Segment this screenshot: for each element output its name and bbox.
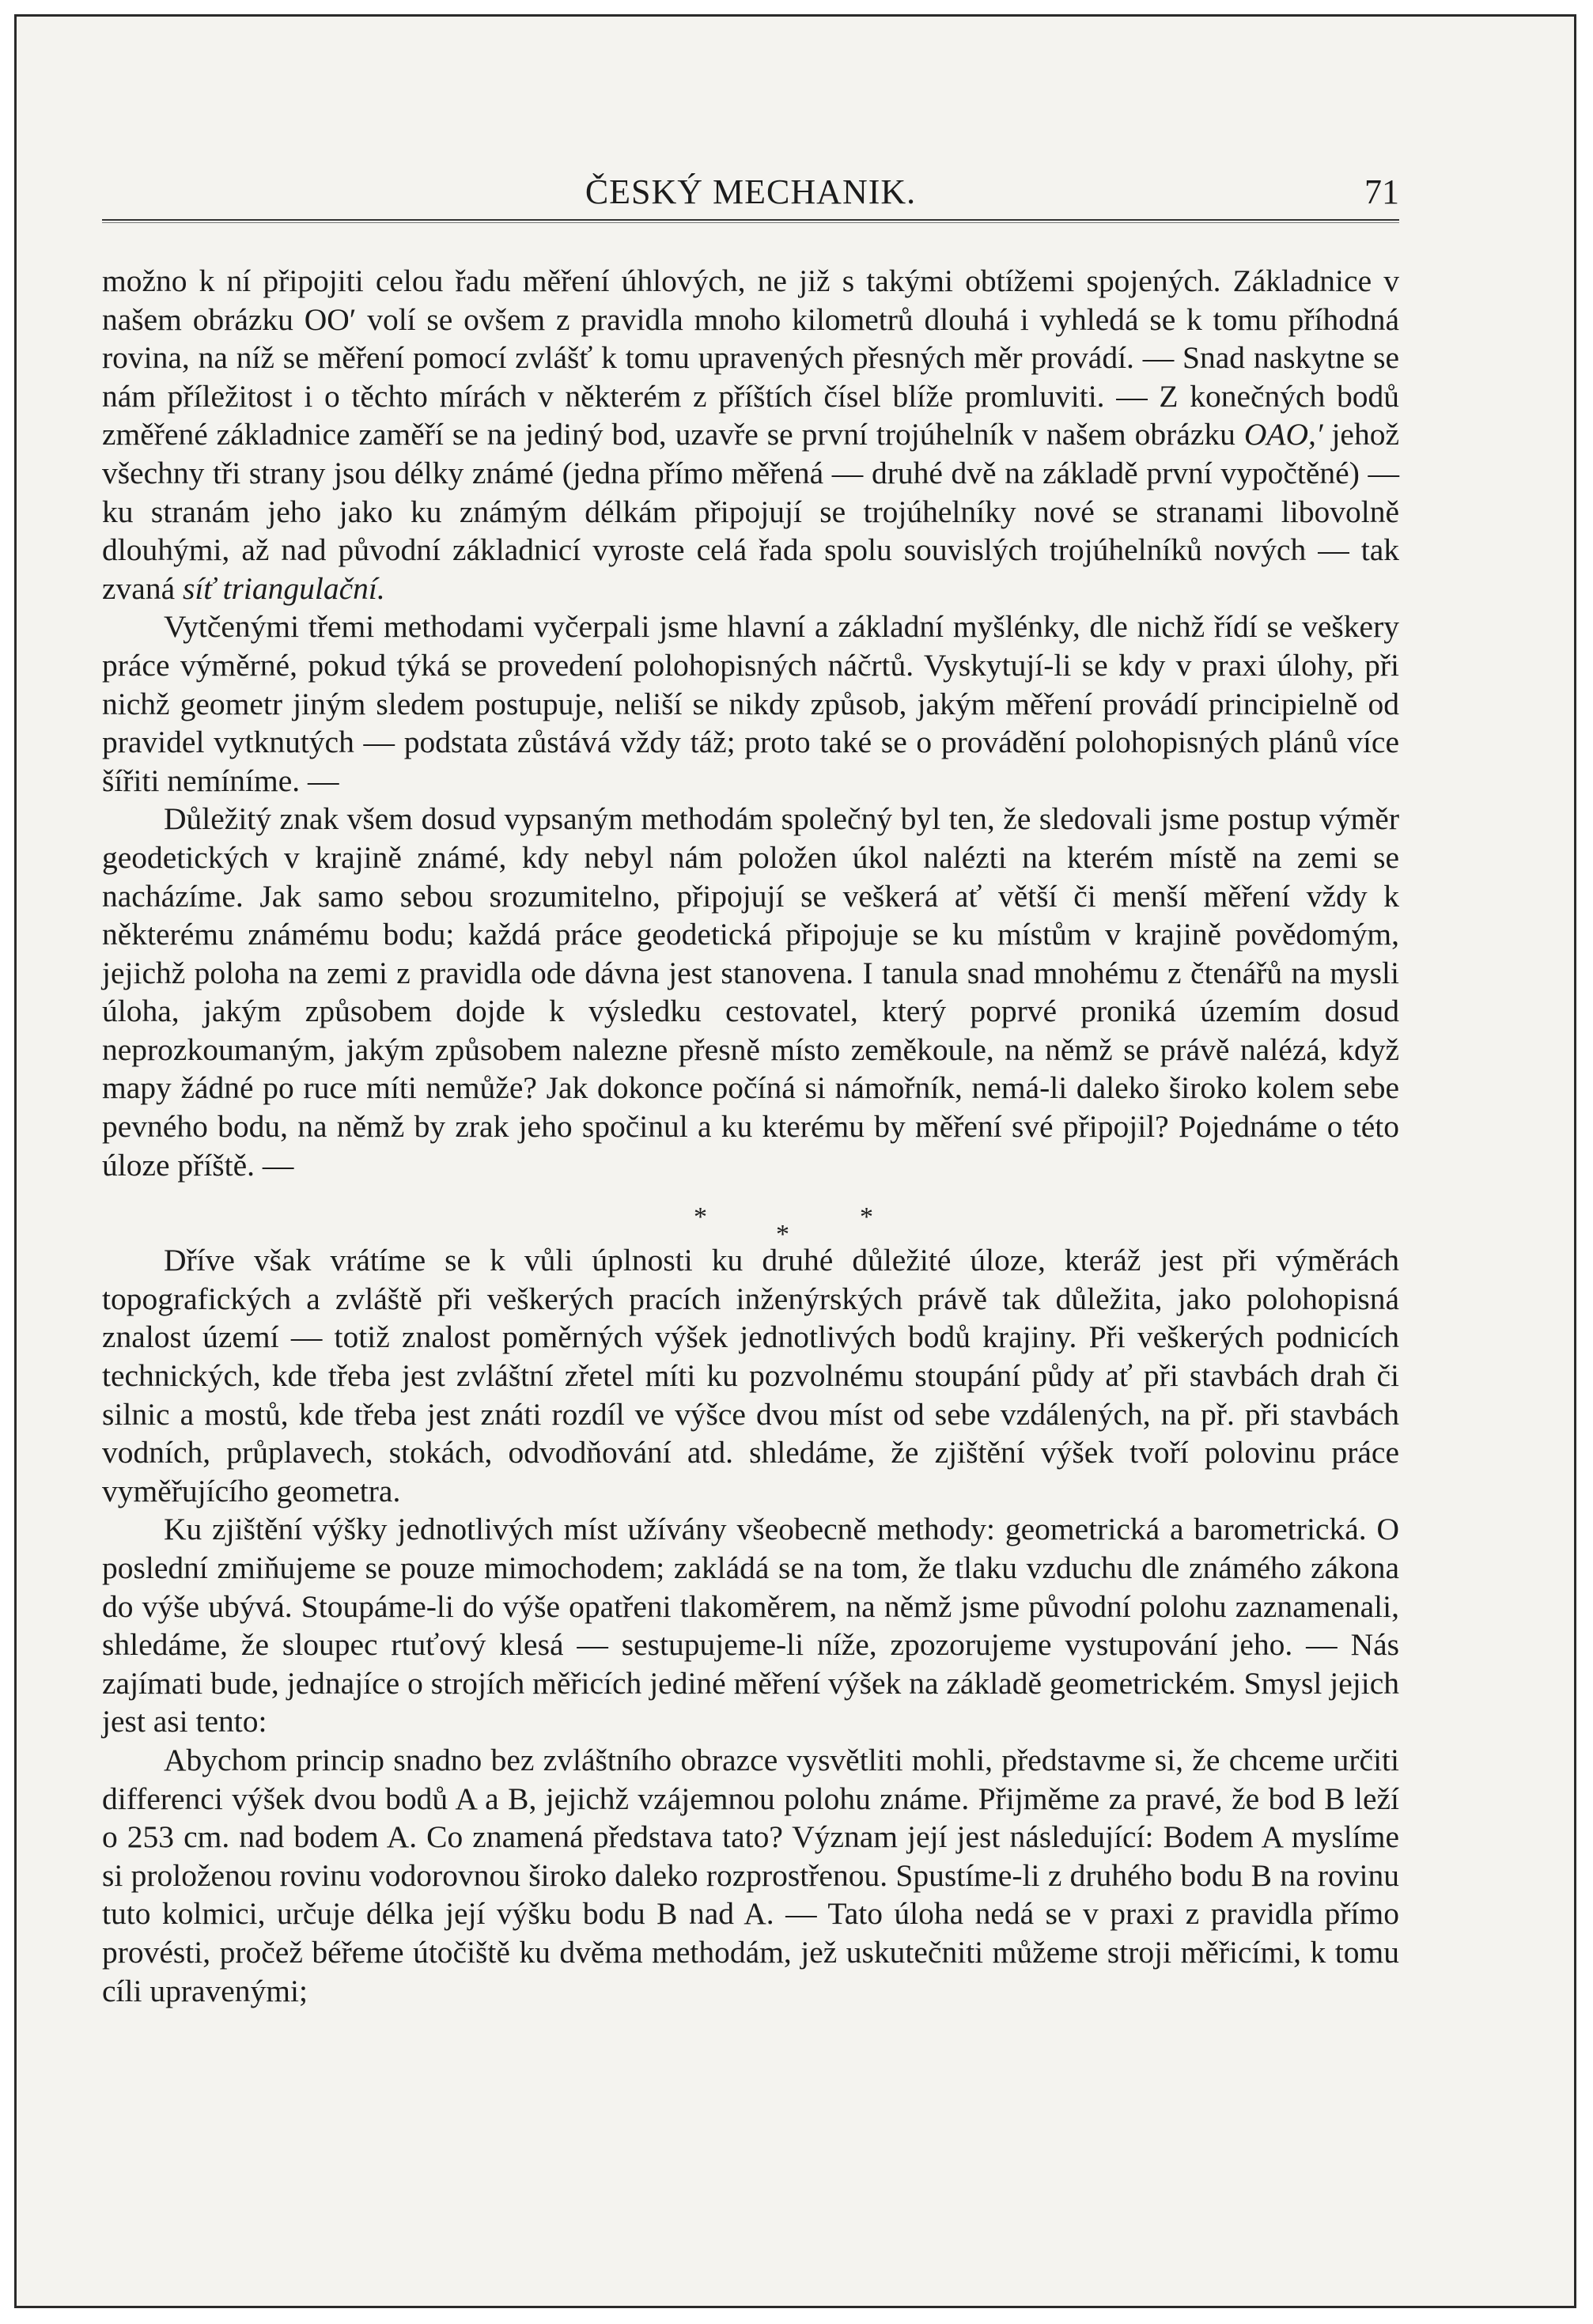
paragraph-1-text-cont: jehož všechny tři strany jsou délky známé (jedna přímo měřená — druhé dvě na základě první vypočtěné) — ku stranám jeho jako ku známým délkám připojují se trojúhelníky nové se stranami libovolně dlouhými, až nad původní základnicí vyroste celá řada spolu souvislých trojúhelníků nových — tak zvaná xyxy=(102,417,1399,606)
page-header xyxy=(102,172,1399,219)
paragraph-3: Důležitý znak všem dosud vypsaným methodám společný byl ten, že sledovali jsme postup výměr geodetických v krajině známé, kdy nebyl nám položen úkol nalézti na kterém místě na zemi se nacházíme. Jak samo sebou srozumitelno, připojují se veškerá ať větší či menší měření vždy k některému známému bodu; každá práce geodetická připojuje se ku místům v krajině povědomým, jejichž poloha na zemi z pravidla ode dávna jest stanovena. I tanula snad mnohému z čtenářů na mysli úloha, jakým způsobem dojde k výsledku cestovatel, který poprvé proniká územím dosud neprozkoumaným, jakým způsobem nalezne přesně místo zeměkoule, na němž se právě nalézá, když mapy žádné po ruce míti nemůže? Jak dokonce počíná si námořník, nemá-li daleko široko kolem sebe pevného bodu, na němž by zrak jeho spočinul a ku kterému by měření své připojil? Pojednáme o této úloze příště. — xyxy=(102,801,1399,1183)
triangulation-term: síť triangulační. xyxy=(182,570,385,606)
paragraph-5: Ku zjištění výšky jednotlivých míst užívány všeobecně methody: geometrická a barometrická. O poslední zmiňujeme se pouze mimochodem; zakládá se na tom, že tlaku vzduchu dle známého zákona do výše ubývá. Stoupáme-li do výše opatřeni tlakoměrem, na němž jsme původní polohu zaznamenali, shledáme, že sloupec rtuťový klesá — sestupujeme-li níže, zpozorujeme vystupování jeho. — Nás zajímati bude, jednajíce o strojích měřicích jediné měření výšek na základě geometrickém. Smysl jejich jest asi tento: xyxy=(102,1512,1399,1739)
triangle-label: OAO,′ xyxy=(1243,417,1323,452)
paragraph-1 xyxy=(102,262,1399,607)
header-rule xyxy=(102,219,1399,223)
paragraph-4: Dříve však vrátíme se k vůli úplnosti ku druhé důležité úloze, kteráž jest při výměrách topografických a zvláště při veškerých pracích inženýrských právě tak důležita, jako polohopisná znalost území — totiž znalost poměrných výšek jednotlivých bodů krajiny. Při veškerých podnicích technických, kde třeba jest zvláštní zřetel míti ku pozvolnému stoupání půdy ať při stavbách drah či silnic a mostů, kde třeba jest znáti rozdíl ve výšce dvou míst od sebe vzdálených, na př. při stavbách vodních, průplavech, stokách, odvodňování atd. shledáme, že zjištění výšek tvoří polovinu práce vyměřujícího geometra. xyxy=(102,1243,1399,1508)
paragraph-6: Abychom princip snadno bez zvláštního obrazce vysvětliti mohli, představme si, že chceme určiti differenci výšek dvou bodů A a B, jejichž vzájemnou polohu známe. Přijměme za pravé, že bod B leží o 253 cm. nad bodem A. Co znamená představa tato? Význam její jest následující: Bodem A myslíme si proloženou rovinu vodorovnou široko daleko rozprostřenou. Spustíme-li z druhého bodu B na rovinu tuto kolmici, určuje délka její výšku bodu B nad A. — Tato úloha nedá se v praxi z pravidla přímo provésti, pročež béřeme útočiště ku dvěma methodám, jež uskutečniti můžeme stroji měřicími, k tomu cíli upravenými; xyxy=(102,1742,1399,2008)
separator-star: * xyxy=(860,1202,873,1232)
body-text xyxy=(102,262,1399,2010)
paragraph-1-text: možno k ní připojiti celou řadu měření úhlových, ne již s takými obtížemi spojených. Základnice v našem obrázku OO′ volí se ovšem z pravidla mnoho kilometrů dlouhá i vyhledá se k tomu příhodná rovina, na níž se měření pomocí zvlášť k tomu upravených přesných měr provádí. — Snad naskytne se nám příležitost i o těchto mírách v některém z příštích čísel blíže promluviti. — Z konečných bodů změřené základnice zaměří se na jediný bod, uzavře se první trojúhelník v našem obrázku xyxy=(102,263,1399,452)
running-title: ČESKÝ MECHANIK. xyxy=(585,172,917,211)
document-page xyxy=(14,14,1576,2308)
section-separator xyxy=(102,1184,1399,1250)
paragraph-2: Vytčenými třemi methodami vyčerpali jsme hlavní a základní myšlénky, dle nichž řídí se veškery práce výměrné, pokud týká se provedení polohopisných náčrtů. Vyskytují-li se kdy v praxi úlohy, při nichž geometr jiným sledem postupuje, neliší se nikdy způsob, jakým měření provádí principielně od pravidel vytknutých — podstata zůstává vždy táž; proto také se o provádění polohopisných plánů více šířiti nemíníme. — xyxy=(102,609,1399,798)
separator-star: * xyxy=(776,1220,789,1250)
separator-star: * xyxy=(694,1202,707,1232)
page-number: 71 xyxy=(1364,172,1399,211)
